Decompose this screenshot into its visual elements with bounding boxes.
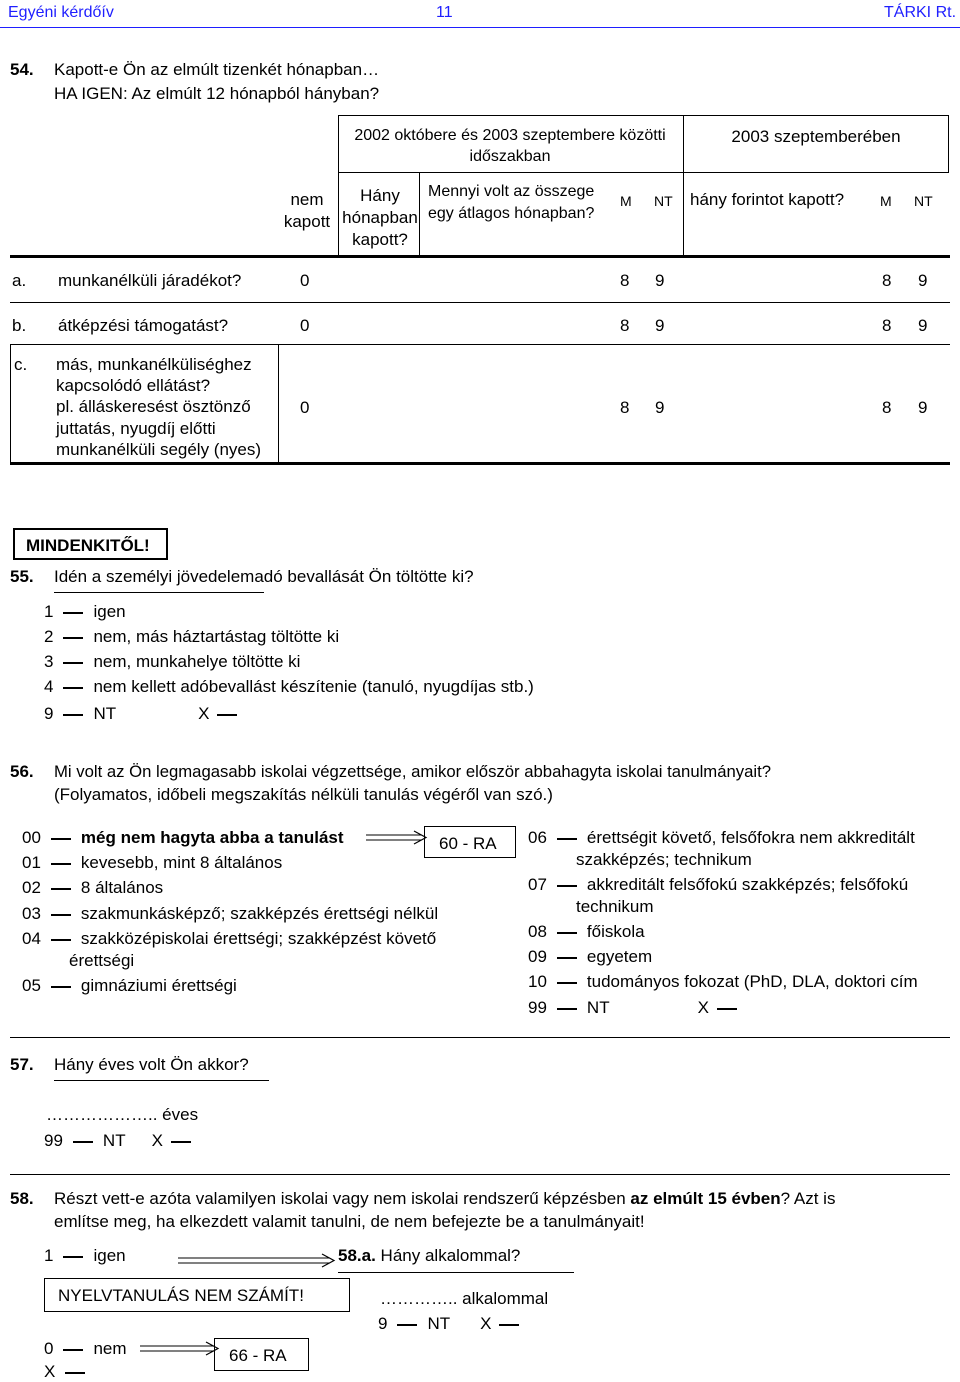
table-bottom-rule (10, 462, 950, 465)
q57-answer-field[interactable]: ……………….. éves (46, 1105, 199, 1124)
q56-number: 56. (10, 762, 34, 781)
q56-option-02[interactable] (22, 878, 163, 898)
q56-option-x: X (697, 998, 709, 1017)
vline-period-right (948, 115, 949, 173)
q56-dash (557, 982, 577, 984)
q56-option-06-label-2: szakképzés; technikum (576, 850, 752, 869)
row-b-d9[interactable]: 9 (918, 316, 928, 335)
vline-period-mid (683, 115, 684, 173)
q58-number: 58. (10, 1189, 34, 1208)
q56-option-00[interactable] (22, 828, 344, 848)
q58-option-label: igen (93, 1246, 126, 1265)
q58-jump-arrow-icon-2 (140, 1341, 220, 1357)
vline-forint-left (683, 173, 684, 256)
q56-option-code: 02 (22, 878, 41, 897)
q56-option-code: 05 (22, 976, 41, 995)
q58-text-2: említse meg, ha elkezdett valamit tanulni, de nem befejezte be a tanulmányait! (54, 1212, 645, 1231)
q55-underline (54, 592, 264, 593)
q55-dash (63, 714, 83, 716)
row-c-d8[interactable]: 8 (882, 398, 892, 417)
page-header (0, 0, 960, 24)
q56-option-label: kevesebb, mint 8 általános (80, 853, 283, 872)
q55-dash (63, 662, 83, 664)
q56-dash (51, 838, 71, 840)
q58-text-1c: ? Azt is (780, 1189, 836, 1208)
row-c-9[interactable]: 9 (655, 398, 665, 417)
nyelvtanulas-label: NYELVTANULÁS NEM SZÁMÍT! (58, 1286, 304, 1305)
q55-dash (217, 714, 237, 716)
q55-number: 55. (10, 567, 34, 586)
q58-option-label: nem (93, 1339, 127, 1358)
q58-jump-box (214, 1338, 309, 1371)
q58-text-1a: Részt vett-e azóta valamilyen iskolai vagy nem iskolai rendszerű képzésben (54, 1189, 626, 1208)
q58-option-code: 0 (44, 1339, 54, 1358)
q57-option-99[interactable] (44, 1131, 201, 1151)
q55-option-code: 4 (44, 677, 54, 696)
row-b-label: b. (12, 316, 27, 335)
row-b-text: átképzési támogatást? (58, 316, 229, 335)
q56-option-label: 8 általános (80, 878, 164, 897)
header-left: Egyéni kérdőív (8, 4, 114, 21)
q55-option-label: nem, munkahelye töltötte ki (93, 652, 301, 671)
header-right: TÁRKI Rt. (884, 4, 957, 21)
period-rule (338, 172, 948, 173)
row-a-d8[interactable]: 8 (882, 271, 892, 290)
period-2-label: 2003 szeptemberében (731, 127, 901, 146)
q56-option-99[interactable] (528, 998, 747, 1018)
col-kapott: kapott (283, 212, 331, 231)
q57-dash (171, 1141, 191, 1143)
q56-bottom-rule (10, 1037, 950, 1038)
row-c-text-3: pl. álláskeresést ösztönző (56, 397, 251, 416)
row-b-0[interactable]: 0 (300, 316, 310, 335)
q57-text: Hány éves volt Ön akkor? (54, 1055, 249, 1074)
mindenkitol-box (13, 528, 168, 560)
row-a-rule (10, 302, 950, 303)
q58-jump-arrow-icon (178, 1252, 338, 1270)
q58a-underline (338, 1272, 574, 1273)
row-c-text-1: más, munkanélküliséghez (56, 355, 252, 374)
q58a-dash (499, 1324, 519, 1326)
header-rule (0, 27, 960, 28)
q55-option-9[interactable] (44, 704, 247, 724)
row-b-rule (10, 344, 950, 345)
q58a-number: 58.a. (338, 1246, 376, 1265)
q58-option-code: 1 (44, 1246, 54, 1265)
q56-option-09[interactable] (528, 947, 652, 967)
vline-row-c-left (10, 345, 11, 463)
q58-dash (65, 1372, 85, 1374)
q58-dash (63, 1349, 83, 1351)
q56-option-04-label-2: érettségi (69, 951, 135, 970)
q55-option-code: 3 (44, 652, 54, 671)
q56-dash (557, 838, 577, 840)
q54-number: 54. (10, 60, 34, 79)
q58-dash (63, 1256, 83, 1258)
q56-option-01[interactable] (22, 853, 282, 873)
q56-option-label: tudományos fokozat (PhD, DLA, doktori cím (586, 972, 918, 991)
q56-option-label: még nem hagyta abba a tanulást (80, 828, 344, 847)
q56-dash (51, 888, 71, 890)
col-mennyi-2: egy átlagos hónapban? (428, 205, 595, 222)
q58-option-x-label: X (44, 1362, 56, 1381)
q56-option-label: főiskola (586, 922, 645, 941)
q56-dash (51, 939, 71, 941)
header-page-number: 11 (436, 4, 453, 21)
q56-option-label: akkreditált felsőfokú szakképzés; felsőfokú (586, 875, 909, 894)
q55-dash (63, 612, 83, 614)
q55-option-2[interactable] (44, 627, 339, 647)
row-a-9[interactable]: 9 (655, 271, 665, 290)
q56-option-code: 07 (528, 875, 547, 894)
q56-option-07[interactable] (528, 875, 908, 895)
q56-dash (51, 914, 71, 916)
q54-text-2: HA IGEN: Az elmúlt 12 hónapból hányban? (54, 84, 380, 103)
q57-option-label: NT (102, 1131, 126, 1150)
q57-number: 57. (10, 1055, 34, 1074)
q55-option-label: nem kellett adóbevallást készítenie (tanuló, nyugdíjas stb.) (93, 677, 534, 696)
col-kapott-2: kapott? (352, 230, 408, 249)
q57-dash (73, 1141, 93, 1143)
q56-option-label: egyetem (586, 947, 653, 966)
q58a-option-9[interactable] (378, 1314, 529, 1334)
col-honapban: hónapban (342, 208, 418, 227)
q55-option-label: igen (93, 602, 126, 621)
q56-dash (717, 1008, 737, 1010)
q58a-option-label: NT (427, 1314, 451, 1333)
q56-option-label: gimnáziumi érettségi (80, 976, 237, 995)
q57-option-code: 99 (44, 1131, 63, 1150)
vline-period-left (338, 115, 339, 173)
q56-option-code: 09 (528, 947, 547, 966)
row-a-8[interactable]: 8 (620, 271, 630, 290)
q56-jump-label: 60 - RA (439, 834, 497, 853)
q58a-answer-field[interactable]: ………….. alkalommal (380, 1289, 549, 1308)
q56-option-04[interactable] (22, 929, 436, 949)
q55-dash (63, 637, 83, 639)
q57-option-x: X (151, 1131, 163, 1150)
q56-option-05[interactable] (22, 976, 237, 996)
q56-text-2: (Folyamatos, időbeli megszakítás nélküli tanulás végéről van szó.) (54, 785, 553, 804)
col-nt-2: NT (914, 193, 933, 209)
row-c-0[interactable]: 0 (300, 398, 310, 417)
q56-option-label: szakmunkásképző; szakképzés érettségi nélkül (80, 904, 439, 923)
q56-dash (557, 1008, 577, 1010)
period-1-label: 2002 októbere és 2003 szeptembere közötti (354, 127, 666, 144)
q55-option-code: 9 (44, 704, 54, 723)
row-a-d9[interactable]: 9 (918, 271, 928, 290)
row-a-label: a. (12, 271, 27, 290)
q55-option-1[interactable] (44, 602, 126, 622)
q55-option-code: 1 (44, 602, 54, 621)
q57-bottom-rule (10, 1174, 950, 1175)
q58-option-1[interactable] (44, 1246, 126, 1266)
q57-underline (54, 1080, 269, 1081)
q56-option-code: 99 (528, 998, 547, 1017)
q56-option-code: 08 (528, 922, 547, 941)
q56-dash (51, 863, 71, 865)
mindenkitol-label: MINDENKITŐL! (26, 536, 150, 555)
col-mennyi-1: Mennyi volt az összege (428, 183, 595, 200)
row-b-d8[interactable]: 8 (882, 316, 892, 335)
col-nt: NT (654, 193, 673, 209)
row-c-label: c. (14, 355, 28, 374)
q56-text-1: Mi volt az Ön legmagasabb iskolai végzettsége, amikor először abbahagyta iskolai tanulmányait? (54, 762, 772, 781)
q55-option-label: nem, más háztartástag töltötte ki (93, 627, 340, 646)
q58a-question (338, 1246, 520, 1266)
q56-option-code: 01 (22, 853, 41, 872)
table-header-rule (10, 255, 950, 258)
q56-option-label: NT (586, 998, 610, 1017)
q58-option-0[interactable] (44, 1339, 127, 1359)
col-m-2: M (880, 193, 892, 209)
q55-dash (63, 687, 83, 689)
q56-dash (557, 885, 577, 887)
q55-option-code: 2 (44, 627, 54, 646)
row-c-text-5: munkanélküli segély (nyes) (56, 440, 262, 459)
vline-hany-left (338, 173, 339, 256)
q56-dash (557, 957, 577, 959)
q56-option-10[interactable] (528, 972, 918, 992)
q55-option-label: NT (93, 704, 117, 723)
q58-jump-label: 66 - RA (229, 1346, 287, 1365)
col-hany: Hány (360, 186, 400, 205)
q56-option-label: szakközépiskolai érettségi; szakképzést követő (80, 929, 437, 948)
q55-text: Idén a személyi jövedelemadó bevallását Ön töltötte ki? (54, 567, 474, 586)
q58-text-1b: az elmúlt 15 évben (630, 1189, 781, 1208)
row-c-text-4: juttatás, nyugdíj előtti (56, 419, 216, 438)
nyelvtanulas-box (44, 1278, 350, 1312)
q56-option-08[interactable] (528, 922, 645, 942)
col-nem: nem (290, 190, 324, 209)
q55-option-x: X (198, 704, 210, 723)
q56-dash (51, 986, 71, 988)
q55-option-4[interactable] (44, 677, 534, 697)
q58-text-1 (54, 1189, 835, 1209)
q56-option-code: 00 (22, 828, 41, 847)
row-c-d9[interactable]: 9 (918, 398, 928, 417)
row-c-8[interactable]: 8 (620, 398, 630, 417)
q56-option-06[interactable] (528, 828, 915, 848)
q58a-option-code: 9 (378, 1314, 388, 1333)
period-1-label-b: időszakban (469, 148, 551, 165)
q56-option-07-label-2: technikum (576, 897, 654, 916)
q56-jump-box (424, 826, 516, 858)
row-c-text-2: kapcsolódó ellátást? (56, 376, 211, 395)
row-a-0[interactable]: 0 (300, 271, 310, 290)
row-a-text: munkanélküli járadékot? (58, 271, 242, 290)
q56-jump-arrow-icon (366, 830, 428, 846)
q54-text-1: Kapott-e Ön az elmúlt tizenkét hónapban… (54, 60, 380, 79)
q56-dash (557, 932, 577, 934)
q56-option-label: érettségit követő, felsőfokra nem akkreditált (586, 828, 915, 847)
q56-option-03[interactable] (22, 904, 438, 924)
q56-option-code: 03 (22, 904, 41, 923)
q58a-option-x: X (480, 1314, 492, 1333)
row-b-9[interactable]: 9 (655, 316, 665, 335)
col-m: M (620, 193, 632, 209)
q55-option-3[interactable] (44, 652, 300, 672)
q56-option-code: 06 (528, 828, 547, 847)
table-top-rule (338, 115, 948, 116)
row-b-8[interactable]: 8 (620, 316, 630, 335)
q56-option-code: 10 (528, 972, 547, 991)
col-forint: hány forintot kapott? (690, 190, 845, 209)
q56-option-code: 04 (22, 929, 41, 948)
vline-row-c-right (278, 345, 279, 463)
q58a-text: Hány alkalommal? (380, 1246, 521, 1265)
q58a-dash (397, 1324, 417, 1326)
q58-option-x[interactable] (44, 1362, 95, 1382)
